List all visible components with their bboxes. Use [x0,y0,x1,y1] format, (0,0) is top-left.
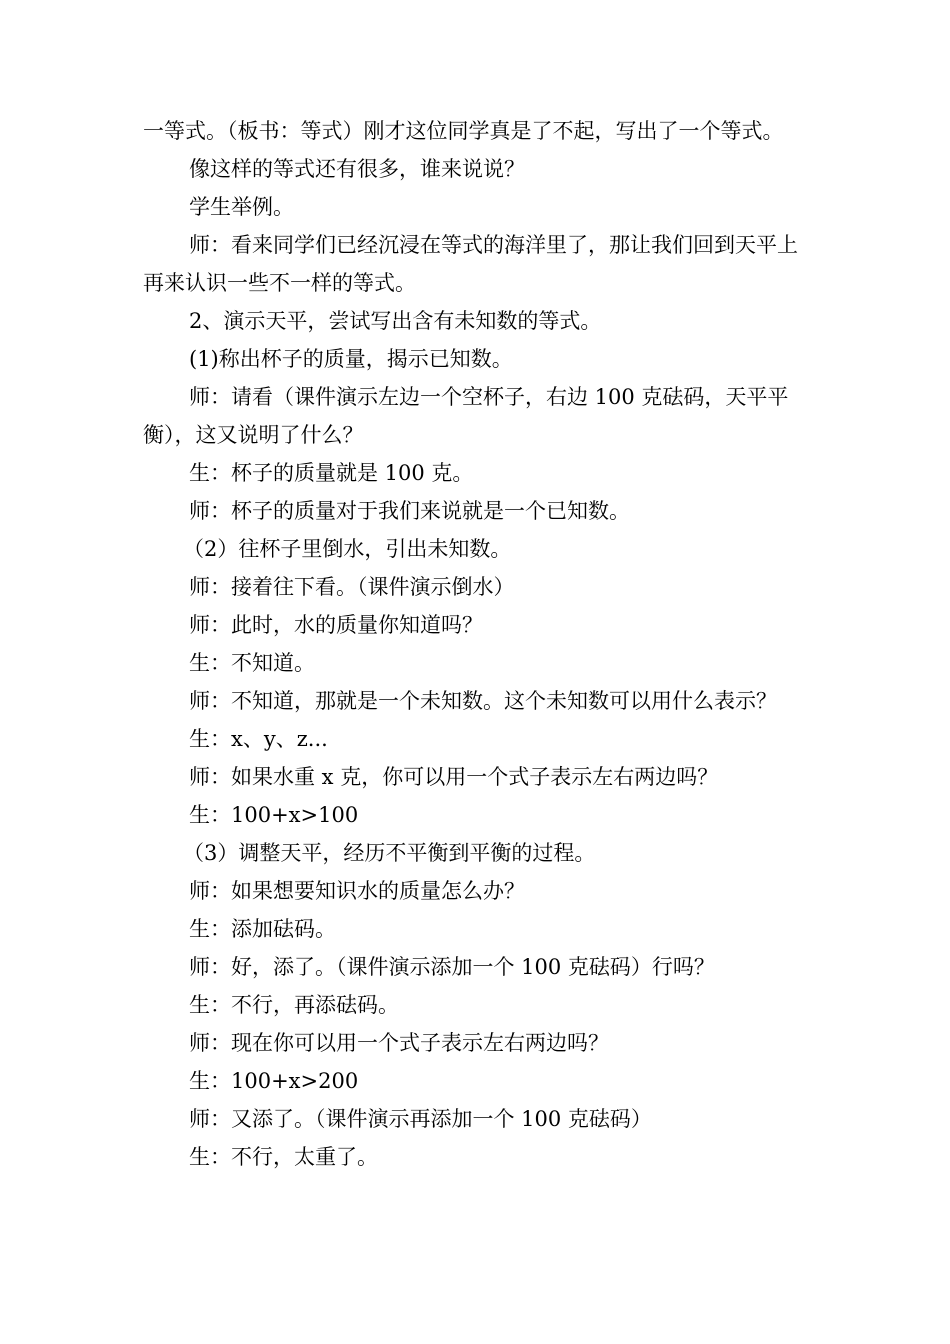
paragraph-expression-question-2: 师：现在你可以用一个式子表示左右两边吗？ [189,1031,609,1055]
paragraph-water-mass-question: 师：此时，水的质量你知道吗？ [189,613,483,637]
paragraph-too-heavy: 生：不行，太重了。 [189,1145,378,1169]
paragraph-variables-answer: 生：x、y、z... [189,727,328,751]
paragraph-how-to-know-mass: 师：如果想要知识水的质量怎么办？ [189,879,525,903]
paragraph-back-to-balance: 师：看来同学们已经沉浸在等式的海洋里了，那让我们回到天平上再来认识一些不一样的等式。 [143,233,798,295]
paragraph-add-weights: 生：添加砝码。 [189,917,336,941]
document-body [143,112,813,1176]
paragraph-cup-mass-answer: 生：杯子的质量就是 100 克。 [189,461,474,485]
paragraph-added-one-weight: 师：好，添了。（课件演示添加一个 100 克砝码）行吗？ [189,955,715,979]
paragraph-step-2-heading: （2）往杯子里倒水，引出未知数。 [183,537,512,561]
paragraph-inequality-100: 生：100+x>100 [189,803,359,827]
paragraph-dont-know: 生：不知道。 [189,651,315,675]
paragraph-inequality-200: 生：100+x>200 [189,1069,359,1093]
paragraph-unknown-number: 师：不知道，那就是一个未知数。这个未知数可以用什么表示？ [189,689,777,713]
paragraph-add-more-weights: 生：不行，再添砝码。 [189,993,399,1017]
paragraph-step-3-heading: （3）调整天平，经历不平衡到平衡的过程。 [183,841,596,865]
paragraph-students-examples: 学生举例。 [189,195,294,219]
paragraph-equation-intro: 一等式。（板书：等式）刚才这位同学真是了不起，写出了一个等式。 [143,119,784,143]
paragraph-expression-question: 师：如果水重 x 克，你可以用一个式子表示左右两边吗？ [189,765,719,789]
paragraph-step-1-heading: (1)称出杯子的质量，揭示已知数。 [189,347,513,371]
paragraph-section-2-heading: 2、演示天平，尝试写出含有未知数的等式。 [189,309,602,333]
paragraph-pour-water-demo: 师：接着往下看。（课件演示倒水） [189,575,515,599]
paragraph-more-equations: 像这样的等式还有很多，谁来说说？ [189,157,525,181]
paragraph-empty-cup-demo: 师：请看（课件演示左边一个空杯子，右边 100 克砝码，天平平衡），这又说明了什么？ [143,385,789,447]
paragraph-known-number: 师：杯子的质量对于我们来说就是一个已知数。 [189,499,630,523]
paragraph-added-another-weight: 师：又添了。（课件演示再添加一个 100 克砝码） [189,1107,652,1131]
